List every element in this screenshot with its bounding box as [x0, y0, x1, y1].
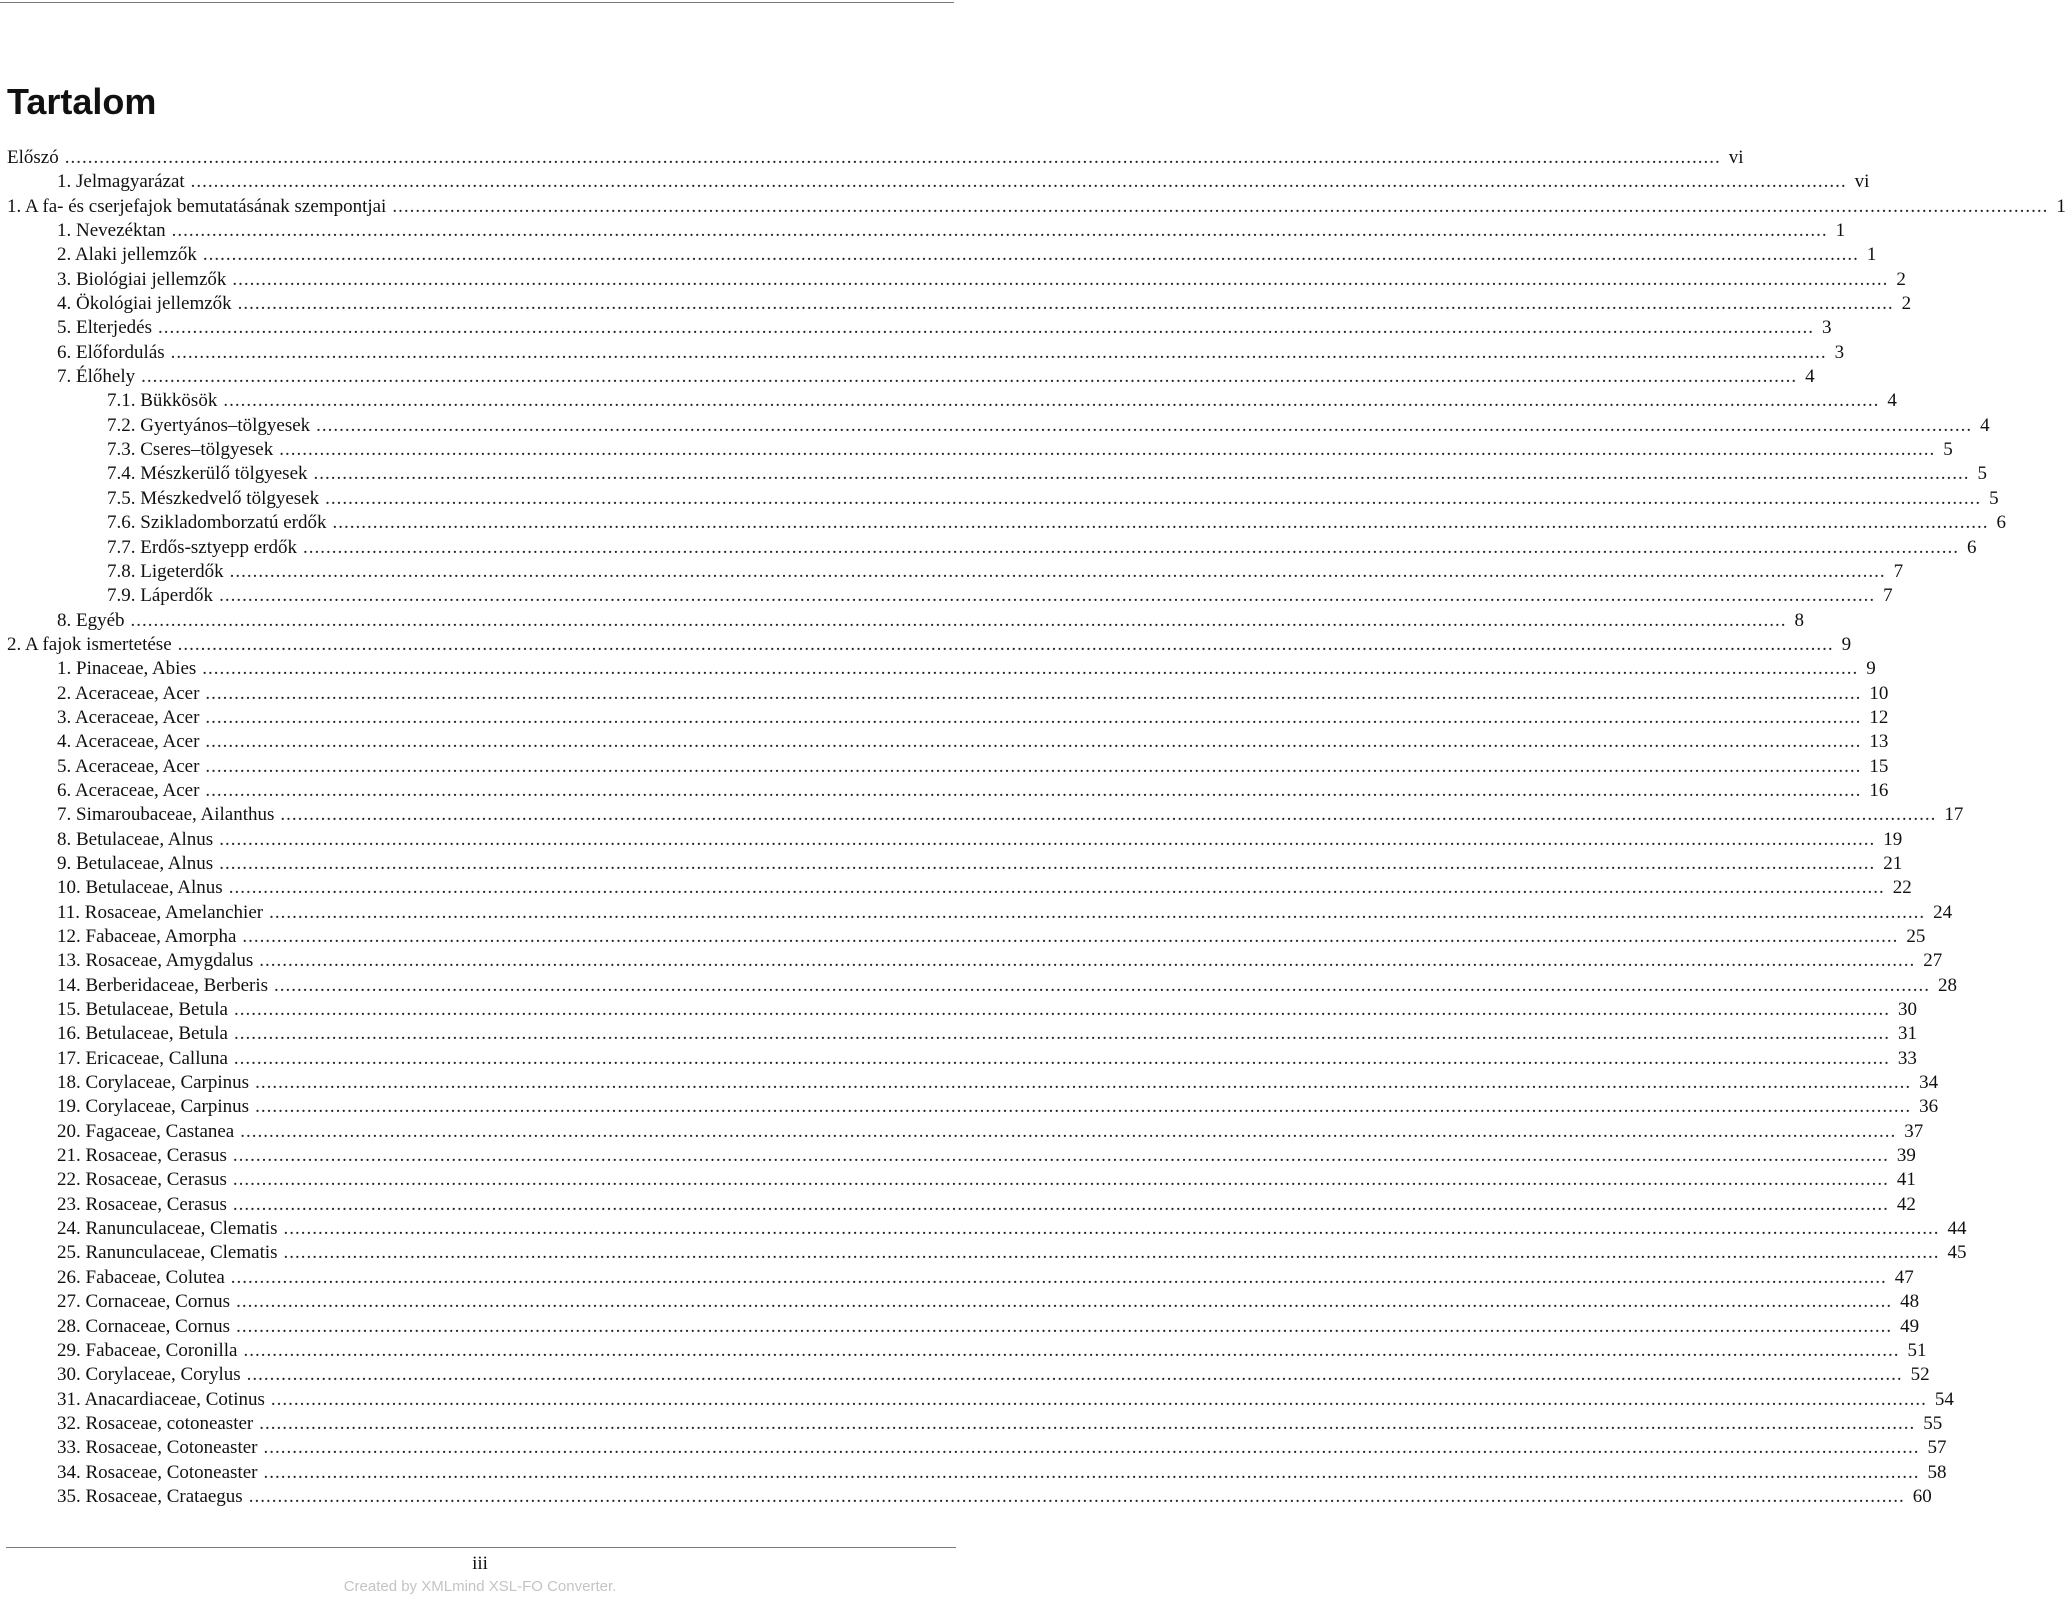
toc-entry[interactable]	[0, 779, 1889, 803]
toc-dot-leader	[233, 1144, 1889, 1168]
toc-dot-leader	[269, 901, 1925, 925]
toc-entry-page: vi	[1728, 147, 1744, 168]
toc-entry[interactable]	[0, 1266, 1914, 1290]
toc-entry-page: 4	[1887, 390, 1897, 412]
toc-dot-leader	[231, 1266, 1887, 1290]
toc-entry[interactable]	[0, 536, 1977, 560]
toc-entry-label: 6. Aceraceae, Acer	[57, 779, 200, 801]
toc-entry-page: 1	[1835, 220, 1846, 242]
toc-entry[interactable]	[0, 243, 1877, 267]
toc-entry-page: vi	[1854, 171, 1870, 193]
toc-dot-leader	[233, 1193, 1889, 1217]
toc-entry-label: 24. Ranunculaceae, Clematis	[57, 1218, 278, 1240]
toc-dot-leader	[205, 779, 1861, 803]
toc-dot-leader	[247, 1363, 1903, 1387]
toc-entry-page: 1	[2056, 195, 2066, 217]
toc-entry-label: 3. Aceraceae, Acer	[57, 706, 200, 728]
toc-entry[interactable]	[0, 146, 1744, 170]
toc-entry-label: 2. A fajok ismertetése	[7, 633, 172, 655]
toc-dot-leader	[205, 682, 1861, 706]
toc-entry[interactable]	[0, 1168, 1916, 1192]
toc-entry-label: 7.7. Erdős-sztyepp erdők	[107, 536, 297, 558]
toc-dot-leader	[219, 828, 1875, 852]
toc-dot-leader	[171, 341, 1827, 365]
toc-entry-page: 13	[1869, 731, 1889, 753]
toc-entry-label: 17. Ericaceae, Calluna	[57, 1047, 228, 1069]
toc-entry-page: 21	[1883, 852, 1903, 874]
toc-entry-page: 27	[1923, 950, 1943, 972]
toc-dot-leader	[205, 706, 1861, 730]
table-of-contents	[0, 146, 2066, 1509]
toc-entry-label: 10. Betulaceae, Alnus	[57, 877, 223, 899]
toc-dot-leader	[131, 609, 1787, 633]
toc-entry-label: 2. Aceraceae, Acer	[57, 682, 200, 704]
toc-entry-page: 17	[1944, 804, 1964, 826]
toc-entry[interactable]	[0, 730, 1889, 754]
toc-entry-page: 55	[1923, 1412, 1943, 1434]
toc-dot-leader	[249, 1485, 1905, 1509]
toc-entry[interactable]	[0, 170, 1870, 194]
toc-entry-label: Előszó	[7, 147, 59, 168]
toc-entry-page: 25	[1906, 926, 1926, 947]
toc-entry-label: 7.1. Bükkösök	[107, 390, 218, 412]
toc-entry-page: 19	[1883, 828, 1903, 850]
toc-dot-leader	[242, 925, 1898, 949]
toc-entry[interactable]	[0, 219, 1846, 243]
toc-entry-label: 22. Rosaceae, Cerasus	[57, 1169, 227, 1191]
toc-entry-page: 52	[1910, 1364, 1930, 1386]
toc-entry[interactable]	[0, 1217, 1967, 1241]
toc-dot-leader	[202, 657, 1858, 681]
toc-entry-label: 30. Corylaceae, Corylus	[57, 1364, 241, 1386]
toc-dot-leader	[234, 1022, 1890, 1046]
toc-entry[interactable]	[0, 268, 1906, 292]
toc-entry[interactable]	[0, 998, 1917, 1022]
toc-entry-page: 1	[1866, 244, 1877, 266]
toc-dot-leader	[234, 1047, 1890, 1071]
toc-dot-leader	[333, 511, 1989, 535]
toc-entry-page: 8	[1794, 609, 1805, 631]
toc-entry-label: 7.9. Láperdők	[107, 585, 214, 607]
toc-entry-page: 9	[1866, 658, 1876, 680]
toc-entry-label: 35. Rosaceae, Crataegus	[57, 1485, 243, 1507]
toc-dot-leader	[255, 1095, 1911, 1119]
toc-entry[interactable]	[0, 828, 1903, 852]
toc-entry-label: 5. Aceraceae, Acer	[57, 755, 200, 777]
toc-dot-leader	[158, 316, 1814, 340]
toc-entry-page: 7	[1893, 560, 1904, 582]
toc-entry-page: 5	[1989, 487, 1999, 509]
toc-dot-leader	[65, 146, 1721, 170]
toc-entry[interactable]	[0, 584, 1893, 608]
toc-entry-label: 19. Corylaceae, Carpinus	[57, 1096, 250, 1118]
toc-entry-label: 25. Ranunculaceae, Clematis	[57, 1242, 278, 1264]
toc-entry[interactable]	[0, 1363, 1930, 1387]
toc-dot-leader	[314, 462, 1970, 486]
toc-entry[interactable]	[0, 876, 1912, 900]
toc-entry-page: 47	[1894, 1266, 1914, 1288]
toc-entry-page: 4	[1805, 366, 1815, 388]
toc-entry-label: 13. Rosaceae, Amygdalus	[57, 950, 254, 972]
toc-entry-label: 9. Betulaceae, Alnus	[57, 852, 214, 874]
toc-entry[interactable]	[0, 414, 1990, 438]
toc-entry[interactable]	[0, 1071, 1939, 1095]
toc-entry[interactable]	[0, 974, 1958, 998]
toc-entry-page: 37	[1904, 1120, 1924, 1142]
toc-dot-leader	[284, 1217, 1940, 1241]
toc-entry-label: 1. Nevezéktan	[57, 220, 166, 242]
toc-dot-leader	[172, 219, 1828, 243]
toc-entry-label: 14. Berberidaceae, Berberis	[57, 974, 269, 996]
toc-entry[interactable]	[0, 316, 1832, 340]
toc-entry-label: 32. Rosaceae, cotoneaster	[57, 1412, 254, 1434]
toc-entry-page: 39	[1896, 1145, 1916, 1167]
toc-entry[interactable]	[0, 1047, 1917, 1071]
toc-entry[interactable]	[0, 1095, 1939, 1119]
toc-dot-leader	[223, 389, 1879, 413]
credit-tool: XMLmind XSL-FO Converter	[421, 1578, 613, 1595]
toc-entry-page: 51	[1907, 1339, 1927, 1361]
toc-entry-page: 58	[1927, 1461, 1947, 1483]
toc-entry-label: 7.3. Cseres–tölgyesek	[107, 439, 274, 461]
toc-entry-label: 29. Fabaceae, Coronilla	[57, 1339, 238, 1361]
toc-entry-page: 54	[1934, 1388, 1954, 1410]
toc-entry-page: 16	[1869, 779, 1889, 801]
toc-entry-label: 27. Cornaceae, Cornus	[57, 1291, 231, 1313]
toc-dot-leader	[236, 1315, 1892, 1339]
toc-dot-leader	[205, 730, 1861, 754]
toc-entry-page: 42	[1896, 1193, 1916, 1215]
toc-entry-page: 12	[1869, 706, 1889, 728]
toc-entry-label: 12. Fabaceae, Amorpha	[57, 926, 237, 947]
toc-dot-leader	[259, 949, 1915, 973]
toc-dot-leader	[205, 755, 1861, 779]
toc-entry[interactable]	[0, 341, 1845, 365]
toc-entry-label: 7.4. Mészkerülő tölgyesek	[107, 463, 308, 485]
toc-entry-label: 7.2. Gyertyános–tölgyesek	[107, 414, 311, 436]
toc-entry-label: 18. Corylaceae, Carpinus	[57, 1072, 250, 1094]
page-number: iii	[472, 1553, 488, 1574]
toc-entry-page: 2	[1901, 293, 1912, 315]
toc-dot-leader	[271, 1388, 1927, 1412]
toc-dot-leader	[236, 1290, 1892, 1314]
toc-entry[interactable]	[0, 1241, 1967, 1265]
toc-entry-page: 7	[1883, 585, 1893, 607]
toc-entry-label: 31. Anacardiaceae, Cotinus	[57, 1388, 265, 1410]
toc-entry-label: 21. Rosaceae, Cerasus	[57, 1145, 227, 1167]
toc-entry-page: 5	[1943, 439, 1953, 461]
toc-entry[interactable]	[0, 803, 1964, 827]
toc-entry[interactable]	[0, 195, 2066, 219]
toc-dot-leader	[284, 1241, 1940, 1265]
toc-dot-leader	[219, 852, 1875, 876]
toc-dot-leader	[316, 414, 1972, 438]
toc-entry-page: 45	[1947, 1242, 1967, 1264]
toc-entry[interactable]	[0, 487, 1999, 511]
toc-entry[interactable]	[0, 1144, 1916, 1168]
toc-entry-label: 4. Ökológiai jellemzők	[57, 293, 232, 315]
toc-entry-label: 26. Fabaceae, Colutea	[57, 1266, 225, 1288]
toc-entry-page: 60	[1912, 1485, 1932, 1507]
toc-entry[interactable]	[0, 1388, 1954, 1412]
toc-entry[interactable]	[0, 1485, 1932, 1509]
toc-entry[interactable]	[0, 633, 1852, 657]
toc-dot-leader	[233, 1168, 1889, 1192]
toc-dot-leader	[191, 170, 1847, 194]
toc-dot-leader	[279, 438, 1935, 462]
toc-entry-label: 1. Jelmagyarázat	[57, 171, 185, 193]
toc-dot-leader	[203, 243, 1859, 267]
toc-entry[interactable]	[0, 1412, 1943, 1436]
credit-suffix: .	[612, 1578, 617, 1595]
toc-entry-label: 33. Rosaceae, Cotoneaster	[57, 1437, 258, 1459]
toc-entry[interactable]	[0, 560, 1904, 584]
credit-prefix: Created by	[343, 1578, 418, 1595]
toc-entry-label: 5. Elterjedés	[57, 317, 152, 339]
toc-entry-label: 1. A fa- és cserjefajok bemutatásának szempontjai	[7, 195, 387, 217]
toc-entry-label: 4. Aceraceae, Acer	[57, 731, 200, 753]
page-title: Tartalom	[7, 81, 157, 122]
toc-entry-page: 3	[1834, 341, 1845, 363]
toc-entry-label: 6. Előfordulás	[57, 341, 165, 363]
toc-entry[interactable]	[0, 511, 2007, 535]
toc-entry[interactable]	[0, 1315, 1920, 1339]
toc-entry-page: 10	[1869, 682, 1889, 704]
toc-entry-label: 7.6. Szikladomborzatú erdők	[107, 512, 327, 534]
toc-entry[interactable]	[0, 609, 1805, 633]
toc-entry-page: 22	[1892, 877, 1912, 899]
toc-entry-label: 11. Rosaceae, Amelanchier	[57, 901, 264, 923]
toc-entry[interactable]	[0, 462, 1988, 486]
toc-entry-page: 6	[1966, 536, 1977, 558]
toc-entry[interactable]	[0, 1022, 1917, 1046]
toc-entry-label: 1. Pinaceae, Abies	[57, 658, 197, 680]
toc-dot-leader	[255, 1071, 1911, 1095]
toc-entry-page: 41	[1896, 1169, 1916, 1191]
toc-dot-leader	[229, 876, 1885, 900]
toc-entry-page: 44	[1947, 1218, 1967, 1240]
toc-entry-label: 16. Betulaceae, Betula	[57, 1023, 228, 1045]
toc-entry-page: 30	[1897, 999, 1917, 1021]
toc-entry-label: 2. Alaki jellemzők	[57, 244, 197, 266]
toc-entry-label: 7. Simaroubaceae, Ailanthus	[57, 804, 275, 826]
toc-entry[interactable]	[0, 1290, 1920, 1314]
toc-entry[interactable]	[0, 706, 1889, 730]
toc-entry[interactable]	[0, 1193, 1916, 1217]
toc-entry-page: 28	[1938, 974, 1958, 996]
toc-dot-leader	[238, 292, 1894, 316]
toc-dot-leader	[263, 1461, 1919, 1485]
toc-entry-page: 49	[1900, 1315, 1920, 1337]
toc-entry-label: 28. Cornaceae, Cornus	[57, 1315, 231, 1337]
toc-dot-leader	[232, 268, 1888, 292]
toc-dot-leader	[392, 195, 2048, 219]
toc-entry-page: 36	[1919, 1096, 1939, 1118]
toc-entry[interactable]	[0, 1461, 1947, 1485]
toc-entry-label: 15. Betulaceae, Betula	[57, 999, 228, 1021]
toc-entry-page: 9	[1841, 633, 1852, 655]
toc-entry-page: 3	[1821, 317, 1832, 339]
toc-entry-label: 3. Biológiai jellemzők	[57, 268, 227, 290]
toc-dot-leader	[303, 536, 1959, 560]
toc-dot-leader	[274, 974, 1930, 998]
toc-dot-leader	[141, 365, 1797, 389]
toc-dot-leader	[234, 998, 1890, 1022]
toc-entry-label: 7. Élőhely	[57, 366, 136, 388]
toc-entry-page: 2	[1896, 268, 1906, 290]
toc-entry[interactable]	[0, 852, 1903, 876]
toc-entry[interactable]	[0, 438, 1953, 462]
toc-dot-leader	[230, 560, 1886, 584]
toc-entry-page: 5	[1977, 463, 1988, 485]
toc-entry[interactable]	[0, 389, 1897, 413]
toc-entry-label: 7.5. Mészkedvelő tölgyesek	[107, 487, 320, 509]
toc-entry[interactable]	[0, 949, 1943, 973]
toc-dot-leader	[259, 1412, 1915, 1436]
toc-entry-label: 20. Fagaceae, Castanea	[57, 1120, 235, 1142]
toc-entry[interactable]	[0, 365, 1815, 389]
toc-entry-label: 34. Rosaceae, Cotoneaster	[57, 1461, 258, 1483]
toc-entry-page: 48	[1900, 1291, 1920, 1313]
toc-dot-leader	[178, 633, 1834, 657]
toc-entry-label: 8. Egyéb	[57, 609, 125, 631]
footer-credit	[0, 1577, 960, 1597]
toc-dot-leader	[240, 1120, 1896, 1144]
top-rule	[0, 2, 954, 3]
toc-entry[interactable]	[0, 1120, 1924, 1144]
toc-dot-leader	[325, 487, 1981, 511]
toc-entry[interactable]	[0, 925, 1926, 949]
toc-entry[interactable]	[0, 901, 1953, 925]
toc-entry-label: 23. Rosaceae, Cerasus	[57, 1193, 227, 1215]
toc-entry-page: 33	[1897, 1047, 1917, 1069]
toc-dot-leader	[243, 1339, 1899, 1363]
toc-entry-page: 57	[1927, 1437, 1947, 1459]
toc-entry[interactable]	[0, 657, 1876, 681]
toc-entry[interactable]	[0, 682, 1889, 706]
toc-entry[interactable]	[0, 1436, 1947, 1460]
toc-entry-page: 34	[1919, 1072, 1939, 1094]
toc-dot-leader	[219, 584, 1875, 608]
toc-entry-page: 24	[1933, 901, 1953, 923]
toc-entry[interactable]	[0, 1339, 1927, 1363]
toc-entry[interactable]	[0, 755, 1889, 779]
toc-dot-leader	[280, 803, 1936, 827]
toc-entry-page: 31	[1897, 1023, 1917, 1045]
toc-dot-leader	[263, 1436, 1919, 1460]
toc-entry-label: 7.8. Ligeterdők	[107, 560, 224, 582]
toc-entry-page: 4	[1980, 414, 1990, 436]
toc-entry-page: 6	[1996, 512, 2007, 534]
toc-entry-label: 8. Betulaceae, Alnus	[57, 828, 214, 850]
bottom-rule	[6, 1547, 956, 1548]
toc-entry[interactable]	[0, 292, 1912, 316]
toc-entry-page: 15	[1869, 755, 1889, 777]
